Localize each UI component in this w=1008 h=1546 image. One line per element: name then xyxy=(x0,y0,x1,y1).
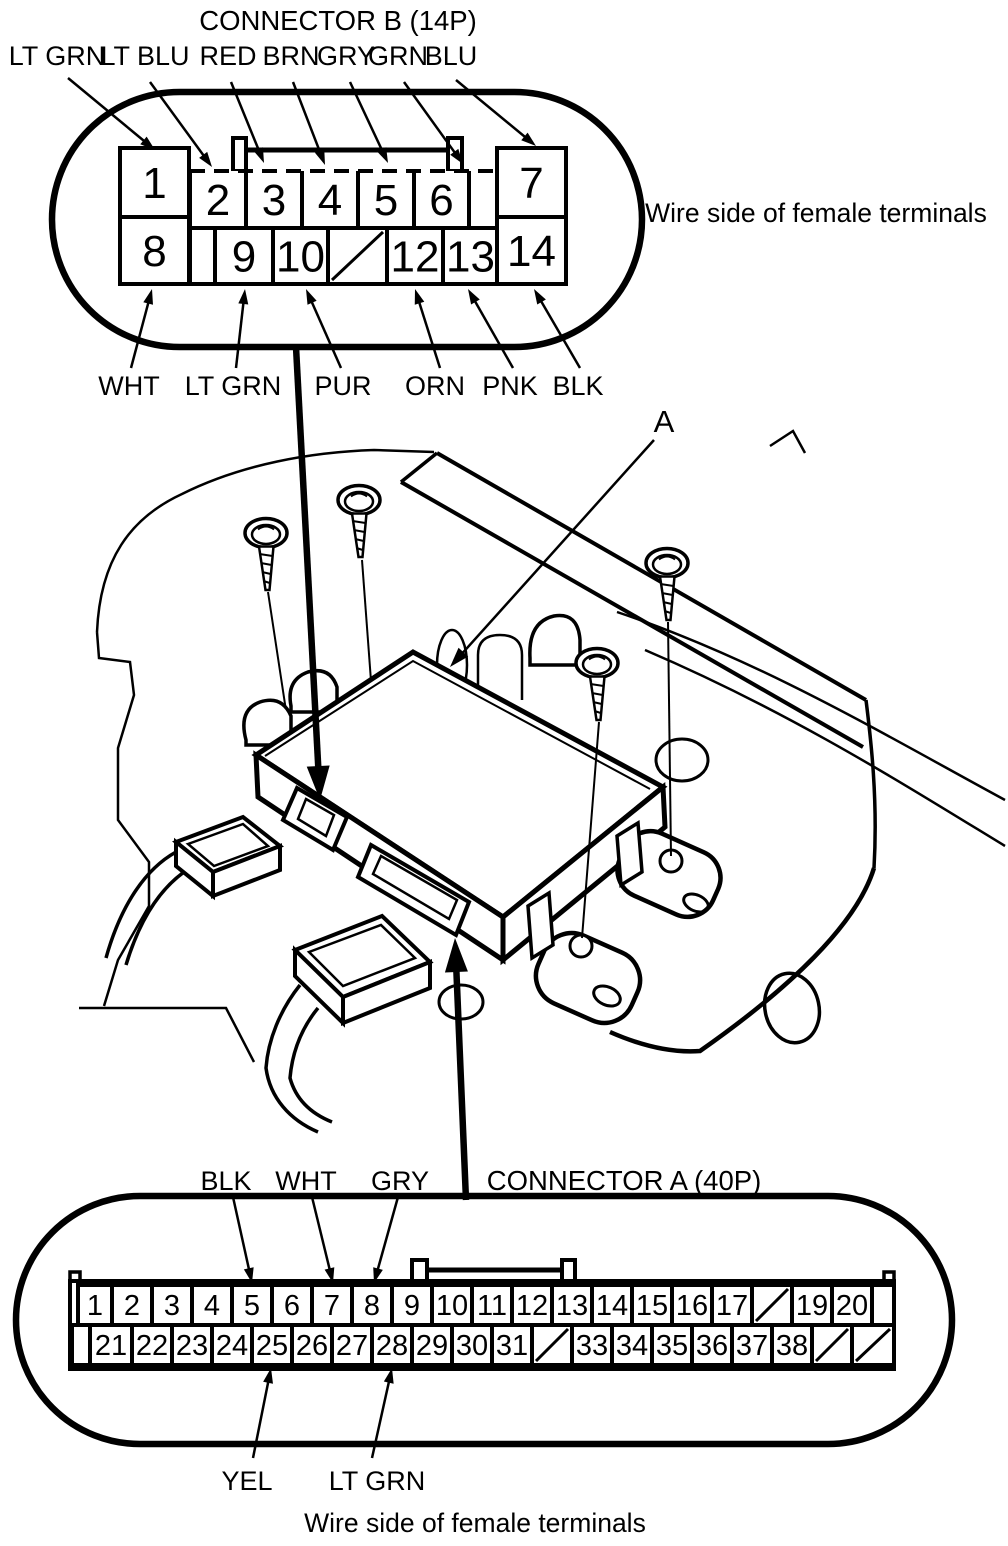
pin-number: 22 xyxy=(135,1330,169,1362)
pin-number: 3 xyxy=(261,176,287,225)
wire-label-arrow xyxy=(236,297,244,368)
arrowhead xyxy=(238,289,248,304)
wire-color-label: GRY xyxy=(370,1166,430,1196)
pin-number: 35 xyxy=(655,1330,689,1362)
pin-number: 13 xyxy=(555,1290,589,1322)
pin-number: 9 xyxy=(403,1290,421,1322)
pin-number: 16 xyxy=(675,1290,709,1322)
wire-side-note: Wire side of female terminals xyxy=(645,198,987,228)
connector-a-pinout xyxy=(16,1196,952,1444)
pin-number: 6 xyxy=(429,176,454,225)
pin-number: 12 xyxy=(515,1290,549,1322)
pin-number: 14 xyxy=(507,227,556,276)
wire-color-label: BLK xyxy=(552,371,604,401)
pin-number: 10 xyxy=(435,1290,469,1322)
module-callout-label: A xyxy=(653,404,675,439)
pin-cell xyxy=(469,171,497,228)
pin-number: 3 xyxy=(163,1290,181,1322)
pin-number: 8 xyxy=(363,1290,381,1322)
connector-a-location-arrow xyxy=(456,957,466,1200)
harness-wire xyxy=(126,868,190,965)
pin-cell xyxy=(72,1325,90,1365)
screw-hole xyxy=(570,935,592,957)
pin-number: 5 xyxy=(373,176,399,225)
arrowhead xyxy=(415,289,425,305)
arrowhead xyxy=(468,289,480,305)
pin-number: 1 xyxy=(142,159,167,208)
harness-wire xyxy=(106,852,176,958)
wire-color-label: YEL xyxy=(221,1466,273,1496)
screw-leader-line xyxy=(362,560,371,681)
pin-number: 14 xyxy=(595,1290,629,1322)
pin-number: 28 xyxy=(375,1330,409,1362)
pin-number: 24 xyxy=(215,1330,249,1362)
wire-color-label: WHT xyxy=(275,1166,337,1196)
pin-number: 4 xyxy=(317,176,343,225)
wire-color-label: GRY xyxy=(316,41,376,71)
pin-number: 11 xyxy=(476,1290,508,1322)
arrowhead xyxy=(445,938,468,972)
wire-color-label: RED xyxy=(199,41,257,71)
pin-number: 9 xyxy=(231,232,257,282)
arrowhead xyxy=(199,152,212,167)
pin-number: 12 xyxy=(390,232,440,282)
wire-side-note: Wire side of female terminals xyxy=(304,1508,646,1538)
pin-number: 6 xyxy=(283,1290,301,1322)
pin-number: 25 xyxy=(255,1330,289,1362)
wire-label-arrow xyxy=(312,1197,331,1275)
screw-icon xyxy=(338,486,380,558)
pin-number: 27 xyxy=(335,1330,369,1362)
pin-number: 33 xyxy=(575,1330,609,1362)
connector-a-title: CONNECTOR A (40P) xyxy=(486,1165,762,1196)
harness-wire xyxy=(290,1008,332,1122)
connector-b-title: CONNECTOR B (14P) xyxy=(199,5,477,36)
wire-label-arrow xyxy=(376,1197,398,1275)
screw-icon xyxy=(245,519,287,591)
pin-number: 23 xyxy=(175,1330,209,1362)
wire-label-arrow xyxy=(233,1197,250,1275)
pin-cell xyxy=(872,1285,894,1325)
pin-cell xyxy=(190,228,215,284)
pin-number: 31 xyxy=(495,1330,529,1362)
pin-number: 1 xyxy=(86,1290,104,1322)
wire-color-label: PNK xyxy=(482,371,538,401)
wire-color-label: LT BLU xyxy=(100,41,190,71)
screw-boss xyxy=(530,616,580,666)
pin-number: 34 xyxy=(615,1330,649,1362)
connector-b-location-arrow xyxy=(296,347,319,781)
wire-color-label: LT GRN xyxy=(184,371,282,401)
pin-number: 5 xyxy=(243,1290,261,1322)
pin-number: 29 xyxy=(415,1330,449,1362)
pin-number: 4 xyxy=(203,1290,221,1322)
screw-icon xyxy=(646,549,688,621)
connector-b-pinout xyxy=(52,92,642,347)
pin-number: 7 xyxy=(519,159,544,208)
pin-number: 21 xyxy=(94,1330,128,1362)
pin-number: 20 xyxy=(835,1290,869,1322)
pin-number: 10 xyxy=(276,232,325,282)
wire-color-label: GRN xyxy=(368,41,428,71)
wire-color-label: ORN xyxy=(405,371,465,401)
wire-label-arrow xyxy=(309,297,341,368)
key-tab xyxy=(233,138,246,171)
screw-leader-line xyxy=(668,622,671,856)
wire-color-label: LT GRN xyxy=(8,41,106,71)
wire-color-label: BLK xyxy=(200,1166,252,1196)
wire-label-arrow xyxy=(131,297,150,368)
pin-number: 17 xyxy=(715,1290,749,1322)
pin-number: 8 xyxy=(142,227,167,276)
spring-clip xyxy=(617,823,642,885)
pin-number: 38 xyxy=(775,1330,809,1362)
wire-color-label: BRN xyxy=(262,41,320,71)
pin-number: 19 xyxy=(795,1290,829,1322)
wire-color-label: PUR xyxy=(314,371,372,401)
pin-number: 13 xyxy=(446,232,495,282)
wire-color-label: LT GRN xyxy=(328,1466,426,1496)
pin-number: 26 xyxy=(295,1330,329,1362)
pin-number: 2 xyxy=(123,1290,141,1322)
spring-clip xyxy=(528,893,553,958)
pin-number: 7 xyxy=(323,1290,341,1322)
wire-label-arrow xyxy=(472,296,513,368)
arrowhead xyxy=(306,289,317,305)
pin-number: 36 xyxy=(695,1330,729,1362)
pin-number: 37 xyxy=(735,1330,769,1362)
screw-icon xyxy=(576,649,618,721)
pin-number: 2 xyxy=(205,176,231,225)
wire-color-label: WHT xyxy=(98,371,160,401)
arrowhead xyxy=(534,289,546,304)
pin-number: 15 xyxy=(635,1290,669,1322)
arrowhead xyxy=(143,289,153,305)
pin-number: 30 xyxy=(455,1330,489,1362)
wire-color-label: BLU xyxy=(424,41,478,71)
wire-label-arrow xyxy=(417,297,440,368)
